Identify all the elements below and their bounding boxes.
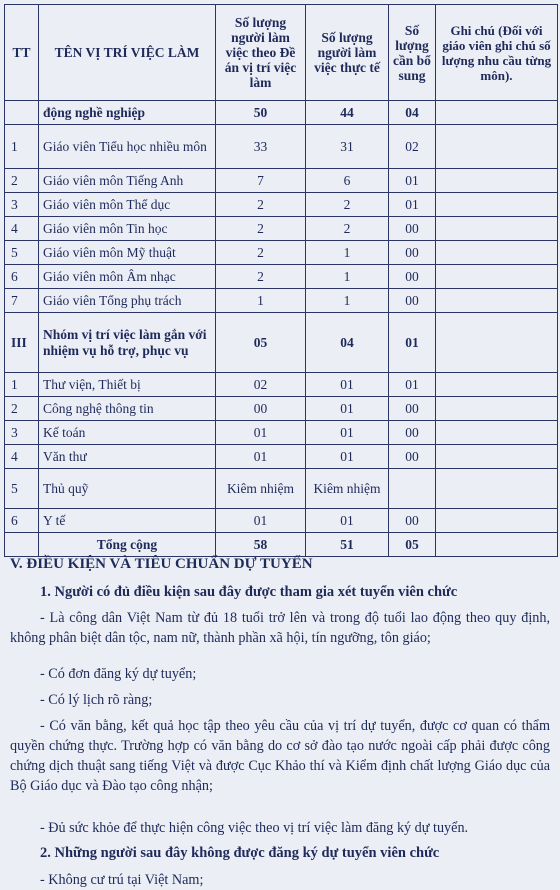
cell-need: 02 [389, 125, 436, 169]
cell-plan: 2 [216, 193, 306, 217]
table-row [5, 289, 558, 313]
condition-paragraph-6: - Không cư trú tại Việt Nam; [40, 872, 204, 888]
cell-plan: 02 [216, 373, 306, 397]
table-row [5, 509, 558, 533]
table-row [5, 469, 558, 509]
cell-need: 00 [389, 217, 436, 241]
cell-note [436, 101, 558, 125]
header-name: TÊN VỊ TRÍ VIỆC LÀM [39, 5, 216, 101]
cell-need: 01 [389, 373, 436, 397]
cell-need: 00 [389, 445, 436, 469]
staffing-table [4, 4, 558, 557]
cell-need: 04 [389, 101, 436, 125]
cell-need: 01 [389, 193, 436, 217]
cell-need: 00 [389, 289, 436, 313]
table-total-row [5, 533, 558, 557]
cell-actual: 01 [306, 421, 389, 445]
cell-note [436, 469, 558, 509]
cell-plan: 2 [216, 241, 306, 265]
table-row [5, 397, 558, 421]
cell-actual: 1 [306, 241, 389, 265]
cell-actual: 6 [306, 169, 389, 193]
cell-need: 00 [389, 265, 436, 289]
cell-plan: 01 [216, 445, 306, 469]
condition-paragraph-1: - Là công dân Việt Nam từ đủ 18 tuổi trở lên và trong độ tuổi lao động theo quy định, không phân biệt dân tộc, nam nữ, thành phần xã hội, tín ngưỡng, tôn giáo; [10, 610, 550, 646]
cell-actual: 04 [306, 313, 389, 373]
header-plan: Số lượng người làm việc theo Đề án vị trí việc làm [216, 5, 306, 101]
header-need: Số lượng cần bổ sung [389, 5, 436, 101]
table-row [5, 101, 558, 125]
cell-tt: 5 [5, 469, 39, 509]
cell-name: Công nghệ thông tin [39, 397, 216, 421]
cell-note [436, 193, 558, 217]
table-row [5, 193, 558, 217]
cell-need: 00 [389, 241, 436, 265]
cell-need: 00 [389, 509, 436, 533]
header-tt: TT [5, 5, 39, 101]
table-row [5, 373, 558, 397]
cell-actual: 2 [306, 217, 389, 241]
cell-plan: 2 [216, 265, 306, 289]
cell-tt: 5 [5, 241, 39, 265]
cell-actual: 2 [306, 193, 389, 217]
cell-plan: 1 [216, 289, 306, 313]
total-plan: 58 [216, 533, 306, 557]
condition-paragraph-2: - Có đơn đăng ký dự tuyển; [40, 666, 197, 682]
cell-plan: Kiêm nhiệm [216, 469, 306, 509]
total-actual: 51 [306, 533, 389, 557]
cell-need [389, 469, 436, 509]
cell-note [436, 533, 558, 557]
cell-actual: 01 [306, 373, 389, 397]
cell-tt: 1 [5, 125, 39, 169]
cell-tt: 4 [5, 217, 39, 241]
header-actual: Số lượng người làm việc thực tế [306, 5, 389, 101]
cell-note [436, 289, 558, 313]
subsection-1-title: 1. Người có đủ điều kiện sau đây được tham gia xét tuyển viên chức [40, 584, 458, 600]
cell-plan: 7 [216, 169, 306, 193]
cell-plan: 01 [216, 421, 306, 445]
cell-plan: 05 [216, 313, 306, 373]
subsection-2-title: 2. Những người sau đây không được đăng ký dự tuyển viên chức [40, 845, 440, 861]
cell-tt [5, 533, 39, 557]
cell-tt: III [5, 313, 39, 373]
cell-name: Thư viện, Thiết bị [39, 373, 216, 397]
cell-name: Văn thư [39, 445, 216, 469]
cell-note [436, 217, 558, 241]
cell-actual: 1 [306, 265, 389, 289]
cell-plan: 2 [216, 217, 306, 241]
cell-tt: 4 [5, 445, 39, 469]
section-title: V. ĐIỀU KIỆN VÀ TIÊU CHUẨN DỰ TUYỂN [10, 556, 313, 572]
cell-tt: 3 [5, 193, 39, 217]
condition-paragraph-5: - Đủ sức khỏe để thực hiện công việc theo vị trí việc làm đăng ký dự tuyển. [40, 820, 469, 836]
cell-need: 00 [389, 397, 436, 421]
table-row [5, 125, 558, 169]
cell-name: Y tế [39, 509, 216, 533]
cell-name: Nhóm vị trí việc làm gắn với nhiệm vụ hỗ trợ, phục vụ [39, 313, 216, 373]
cell-name: động nghề nghiệp [39, 101, 216, 125]
cell-tt: 6 [5, 509, 39, 533]
cell-actual: Kiêm nhiệm [306, 469, 389, 509]
total-label: Tổng cộng [39, 533, 216, 557]
cell-tt [5, 101, 39, 125]
table-row [5, 217, 558, 241]
cell-note [436, 169, 558, 193]
total-need: 05 [389, 533, 436, 557]
table-header-row [5, 5, 558, 101]
cell-note [436, 125, 558, 169]
cell-note [436, 445, 558, 469]
cell-note [436, 509, 558, 533]
cell-need: 01 [389, 169, 436, 193]
cell-name: Giáo viên môn Tin học [39, 217, 216, 241]
table-row [5, 445, 558, 469]
cell-name: Kế toán [39, 421, 216, 445]
cell-tt: 2 [5, 169, 39, 193]
cell-note [436, 397, 558, 421]
cell-plan: 33 [216, 125, 306, 169]
cell-plan: 50 [216, 101, 306, 125]
cell-name: Giáo viên môn Tiếng Anh [39, 169, 216, 193]
cell-name: Thủ quỹ [39, 469, 216, 509]
header-note: Ghi chú (Đối với giáo viên ghi chú số lượng nhu cầu từng môn). [436, 5, 558, 101]
cell-note [436, 241, 558, 265]
cell-actual: 1 [306, 289, 389, 313]
cell-name: Giáo viên Tiểu học nhiều môn [39, 125, 216, 169]
table-row [5, 421, 558, 445]
table-row [5, 313, 558, 373]
cell-name: Giáo viên môn Thể dục [39, 193, 216, 217]
cell-actual: 01 [306, 445, 389, 469]
cell-tt: 6 [5, 265, 39, 289]
cell-name: Giáo viên môn Âm nhạc [39, 265, 216, 289]
table-row [5, 169, 558, 193]
table-row [5, 241, 558, 265]
cell-name: Giáo viên Tổng phụ trách [39, 289, 216, 313]
cell-actual: 01 [306, 397, 389, 421]
cell-need: 00 [389, 421, 436, 445]
cell-tt: 1 [5, 373, 39, 397]
cell-note [436, 265, 558, 289]
cell-note [436, 421, 558, 445]
cell-tt: 3 [5, 421, 39, 445]
cell-plan: 01 [216, 509, 306, 533]
cell-plan: 00 [216, 397, 306, 421]
cell-actual: 31 [306, 125, 389, 169]
cell-note [436, 313, 558, 373]
condition-paragraph-4: - Có văn bằng, kết quả học tập theo yêu cầu của vị trí dự tuyển, được cơ quan có thẩm quyền chứng thực. Trường hợp có văn bằng do cơ sở đào tạo nước ngoài cấp phải được công chứng dịch thuật sang tiếng Việt và được Cục Khảo thí và Kiểm định chất lượng Giáo dục của Bộ Giáo dục và Đào tạo công nhận; [10, 718, 550, 794]
cell-name: Giáo viên môn Mỹ thuật [39, 241, 216, 265]
cell-need: 01 [389, 313, 436, 373]
cell-actual: 44 [306, 101, 389, 125]
cell-tt: 2 [5, 397, 39, 421]
condition-paragraph-3: - Có lý lịch rõ ràng; [40, 692, 153, 708]
cell-tt: 7 [5, 289, 39, 313]
cell-note [436, 373, 558, 397]
table-row [5, 265, 558, 289]
cell-actual: 01 [306, 509, 389, 533]
